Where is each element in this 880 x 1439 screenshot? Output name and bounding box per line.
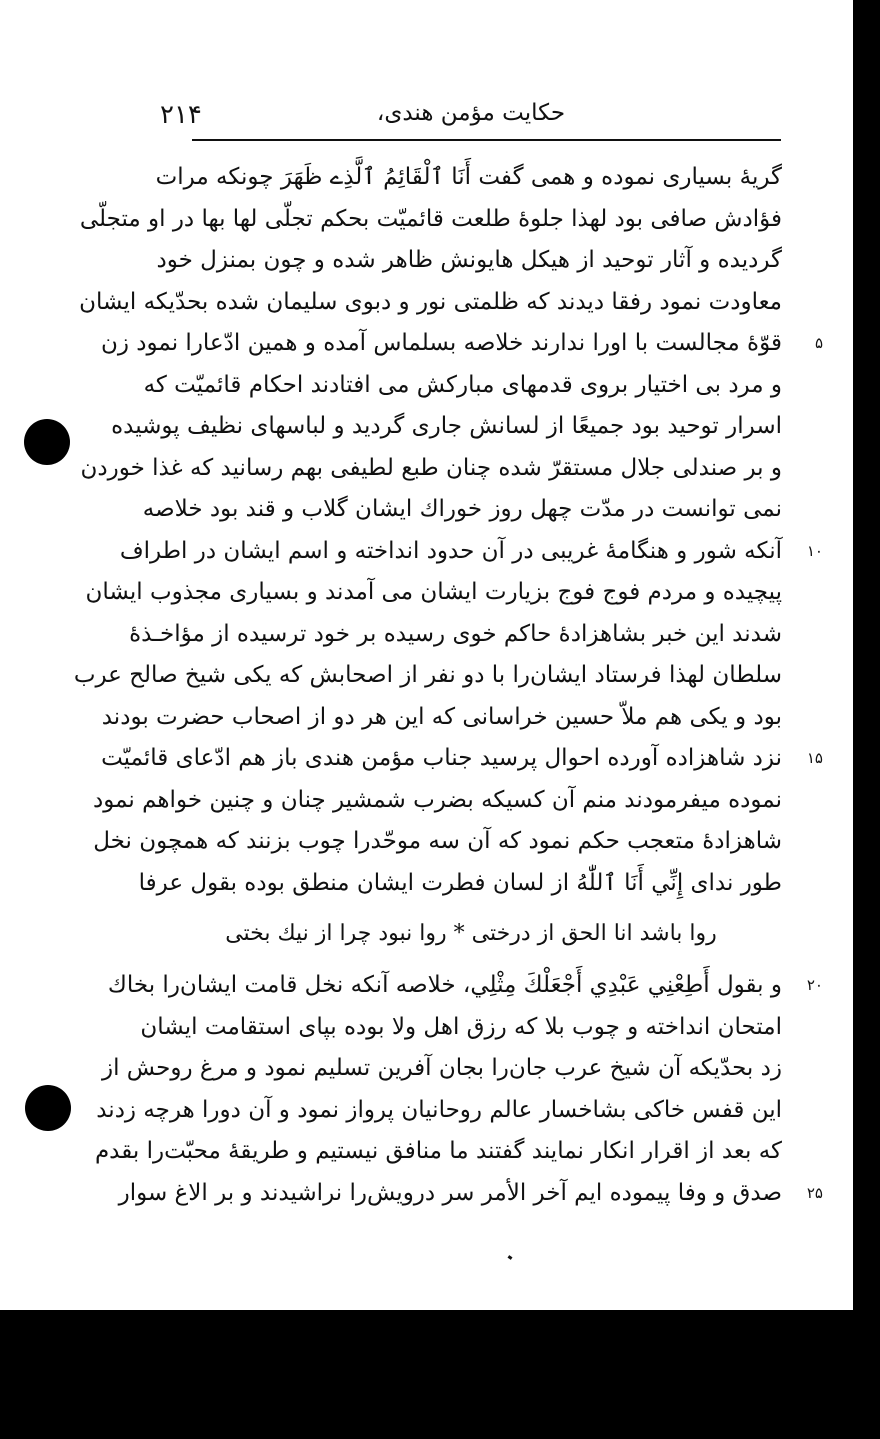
text-line: نزد شاهزاده آورده احوال پرسید جناب مؤمن هندی باز هم ادّعای قائمیّت — [101, 745, 782, 771]
text-line: و بقول أَطِعْنِي عَبْدِي أَجْعَلْكَ مِثْلِي، خلاصه آنکه نخل قامت ایشان‌را بخاك — [107, 972, 782, 998]
verse-line: روا باشد انا الحق از درختی * روا نبود چرا از نیك بختی — [225, 921, 717, 946]
text-line: نموده میفرمودند منم آن کسیکه بضرب شمشیر چنان و چنین خواهم نمود — [92, 787, 782, 813]
text-line: پیچیده و مردم فوج فوج بزیارت ایشان می آمدند و بسیاری مجذوب ایشان — [85, 579, 782, 605]
text-line: بود و یکی هم ملاّ حسین خراسانی که این هر دو از اصحاب حضرت بودند — [101, 704, 782, 730]
line-number: ۲۰ — [806, 976, 823, 994]
text-line: شدند این خبر بشاهزادهٔ حاکم خوی رسیده بر خود ترسیده از مؤاخـذهٔ — [129, 621, 782, 647]
running-title: حکایت مؤمن هندی، — [376, 100, 566, 126]
text-line: این قفس خاکی بشاخسار عالم روحانیان پرواز نمود و آن دورا هرچه زدند — [96, 1097, 782, 1123]
line-number: ۲۵ — [806, 1184, 823, 1202]
text-line: معاودت نمود رفقا دیدند که ظلمتی نور و دبوی سلیمان شده بحدّیکه ایشان — [79, 289, 782, 315]
running-head — [160, 96, 782, 136]
text-line: و مرد بی اختیار بروی قدمهای مبارکش می افتادند احکام قائمیّت که — [143, 372, 782, 398]
text-line: زد بحدّیکه آن شیخ عرب جان‌را بجان آفرین تسلیم نمود و مرغ روحش از — [102, 1055, 782, 1081]
text-line: شاهزادهٔ متعجب حکم نمود که آن سه موحّدرا چوب بزنند که همچون نخل — [93, 828, 782, 854]
text-line: و بر صندلی جلال مستقرّ شده چنان طبع لطیفی بهم رسانید که غذا خوردن — [80, 455, 782, 481]
punch-hole — [25, 1085, 71, 1131]
text-line: طور ندای إِنِّي أَنَا ٱللّٰهُ از لسان فطرت ایشان منطق بوده بقول عرفا — [138, 870, 782, 896]
text-line: امتحان انداخته و چوب بلا که رزق اهل ولا بوده بپای استقامت ایشان — [140, 1014, 782, 1040]
line-number: ۱۵ — [806, 749, 823, 767]
text-line: آنکه شور و هنگامهٔ غریبی در آن حدود انداخته و اسم ایشان در اطراف — [119, 538, 782, 564]
line-number: ۱۰ — [806, 542, 823, 560]
header-rule — [192, 139, 781, 141]
text-line: صدق و وفا پیموده ایم آخر الأمر سر درویش‌را نراشیدند و بر الاغ سوار — [118, 1180, 782, 1206]
text-line: گریهٔ بسیاری نموده و همی گفت أَنَا ٱلْقَائِمُ ٱلَّذِے ظَهَرَ چونکه مرات — [155, 164, 782, 190]
line-number: ۵ — [814, 334, 823, 352]
text-line: قوّهٔ مجالست با اورا ندارند خلاصه بسلماس آمده و همین ادّعارا نمود زن — [100, 330, 782, 356]
punch-hole — [24, 419, 70, 465]
text-line: سلطان لهذا فرستاد ایشان‌را با دو نفر از اصحابش که یکی شیخ صالح عرب — [73, 662, 782, 688]
text-line: که بعد از اقرار انکار نمایند گفتند ما منافق نیستیم و طریقهٔ محبّت‌را بقدم — [94, 1138, 782, 1164]
text-line: فؤادش صافی بود لهذا جلوهٔ طلعت قائمیّت بحکم تجلّی لها بها در او متجلّی — [79, 206, 782, 232]
text-line: نمی توانست در مدّت چهل روز خوراك ایشان گلاب و قند بود خلاصه — [142, 496, 782, 522]
ink-speck — [508, 1255, 513, 1260]
text-line: اسرار توحید بود جمیعًا از لسانش جاری گردید و لباسهای نظیف پوشیده — [111, 413, 782, 439]
text-line: گردیده و آثار توحید از هیکل هایونش ظاهر شده و چون بمنزل خود — [156, 247, 782, 273]
page-number: ۲۱۴ — [160, 100, 202, 130]
